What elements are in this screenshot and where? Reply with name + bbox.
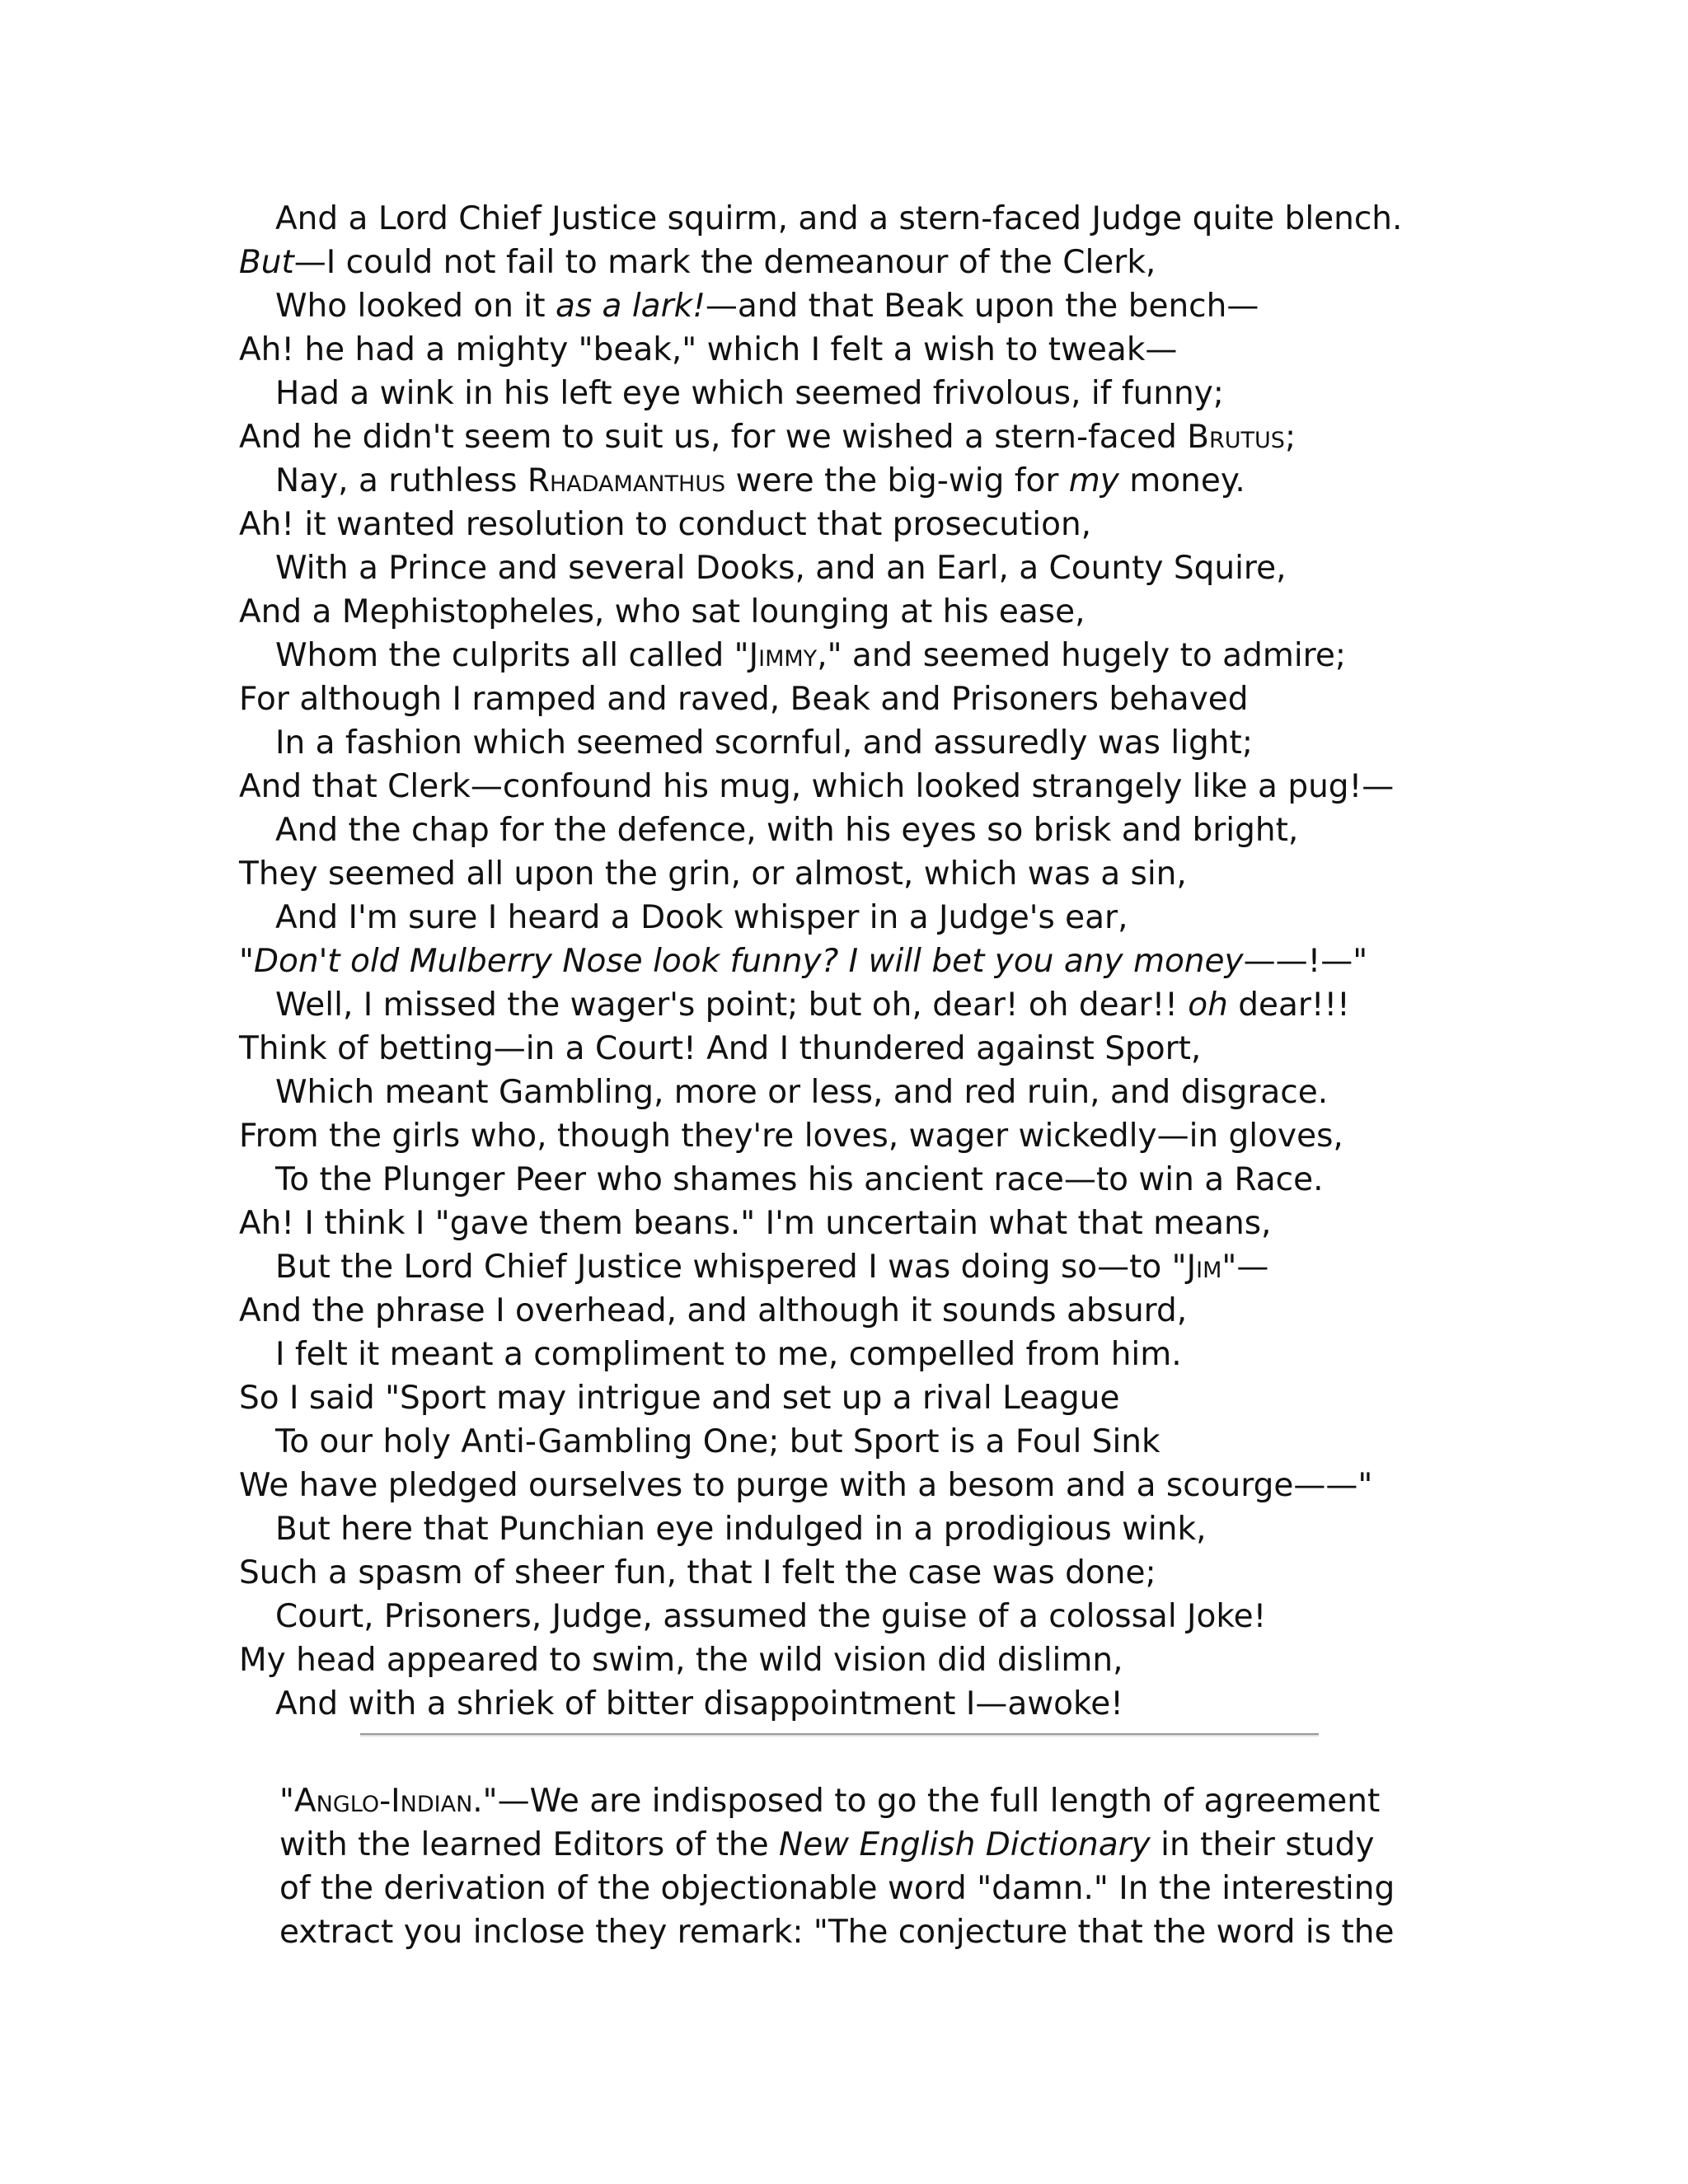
- small-caps-name: Rhadamanthus: [527, 462, 726, 499]
- text-run: Think of betting—in a Court! And I thundered against Sport,: [239, 1030, 1202, 1067]
- text-run: To our holy Anti-Gambling One; but Sport is a Foul Sink: [275, 1423, 1160, 1460]
- poem-line: [239, 1027, 1657, 1071]
- small-caps-name: Jimmy: [748, 637, 818, 674]
- text-run: were the big-wig for: [725, 462, 1069, 499]
- section-divider: [360, 1733, 1319, 1736]
- poem-line: [239, 983, 1657, 1027]
- small-caps-name: Jim: [1186, 1249, 1222, 1286]
- italic-text: oh: [1188, 987, 1228, 1024]
- note-line: [279, 1910, 1433, 1954]
- poem-line: [239, 284, 1657, 328]
- poem-line: [239, 808, 1657, 852]
- text-run: But here that Punchian eye indulged in a prodigious wink,: [275, 1511, 1207, 1548]
- small-caps-name: Anglo-Indian: [293, 1783, 473, 1820]
- poem-line: [239, 372, 1657, 415]
- poem-line: [239, 1333, 1657, 1376]
- poem-line: [239, 1158, 1657, 1202]
- text-run: And the chap for the defence, with his eyes so brisk and bright,: [275, 812, 1299, 849]
- poem-line: [239, 1682, 1657, 1726]
- text-run: Ah! he had a mighty "beak," which I felt a wish to tweak—: [239, 331, 1178, 368]
- text-run: And a Mephistopheles, who sat lounging at his ease,: [239, 593, 1085, 630]
- text-run: And that Clerk—confound his mug, which looked strangely like a pug!—: [239, 768, 1395, 805]
- text-run: Ah! I think I "gave them beans." I'm uncertain what that means,: [239, 1205, 1272, 1242]
- poem-line: [239, 765, 1657, 808]
- poem-line: [239, 940, 1657, 983]
- text-run: I felt it meant a compliment to me, compelled from him.: [275, 1336, 1182, 1373]
- text-run: Whom the culprits all called ": [275, 637, 749, 674]
- text-run: Such a spasm of sheer fun, that I felt the case was done;: [239, 1554, 1156, 1591]
- note-line: [279, 1823, 1433, 1867]
- text-run: "—: [1221, 1249, 1269, 1286]
- text-run: And the phrase I overhead, and although it sounds absurd,: [239, 1292, 1188, 1329]
- poem-line: [239, 459, 1657, 503]
- poem-line: [239, 1245, 1657, 1289]
- text-run: Who looked on it: [275, 288, 556, 325]
- poem-line: [239, 1507, 1657, 1551]
- italic-text: as a lark!: [555, 288, 706, 325]
- text-run: ——!—": [1243, 943, 1368, 980]
- italic-text: Don't old Mulberry Nose look funny? I will bet you any money: [253, 943, 1244, 980]
- poem-line: [239, 1551, 1657, 1595]
- poem-line: [239, 415, 1657, 459]
- poem-line: [239, 1376, 1657, 1420]
- text-run: And I'm sure I heard a Dook whisper in a Judge's ear,: [275, 899, 1128, 936]
- text-run: ."—We are indisposed to go the full length of agreement: [472, 1783, 1381, 1820]
- poem-line: [239, 721, 1657, 765]
- text-run: And a Lord Chief Justice squirm, and a stern-faced Judge quite blench.: [275, 200, 1403, 237]
- text-run: dear!!!: [1227, 987, 1350, 1024]
- note-line: [279, 1779, 1433, 1823]
- poem-line: [239, 677, 1657, 721]
- text-run: For although I ramped and raved, Beak and Prisoners behaved: [239, 681, 1249, 718]
- correspondent-note: [279, 1779, 1433, 1954]
- poem-verse: [239, 197, 1657, 1726]
- italic-text: But: [239, 244, 294, 281]
- text-run: ": [279, 1783, 294, 1820]
- text-run: Court, Prisoners, Judge, assumed the guise of a colossal Joke!: [275, 1598, 1267, 1635]
- italic-text: my: [1068, 462, 1119, 499]
- text-run: And he didn't seem to suit us, for we wished a stern-faced: [239, 419, 1188, 456]
- text-run: Well, I missed the wager's point; but oh, dear! oh dear!!: [275, 987, 1189, 1024]
- text-run: And with a shriek of bitter disappointment I—awoke!: [275, 1685, 1123, 1722]
- text-run: in their study: [1150, 1826, 1375, 1863]
- text-run: with the learned Editors of the: [279, 1826, 780, 1863]
- poem-line: [239, 328, 1657, 372]
- text-run: So I said "Sport may intrigue and set up a rival League: [239, 1380, 1120, 1417]
- text-run: To the Plunger Peer who shames his ancient race—to win a Race.: [275, 1161, 1324, 1198]
- poem-line: [239, 590, 1657, 634]
- text-run: Which meant Gambling, more or less, and red ruin, and disgrace.: [275, 1074, 1329, 1111]
- text-run: Ah! it wanted resolution to conduct that prosecution,: [239, 506, 1092, 543]
- poem-line: [239, 1202, 1657, 1245]
- text-run: We have pledged ourselves to purge with a besom and a scourge——": [239, 1467, 1373, 1504]
- poem-line: [239, 1638, 1657, 1682]
- poem-line: [239, 634, 1657, 677]
- text-run: With a Prince and several Dooks, and an Earl, a County Squire,: [275, 550, 1287, 587]
- poem-line: [239, 197, 1657, 241]
- poem-line: [239, 503, 1657, 546]
- poem-line: [239, 1595, 1657, 1638]
- text-run: In a fashion which seemed scornful, and assuredly was light;: [275, 724, 1253, 762]
- italic-text: New English Dictionary: [779, 1826, 1151, 1863]
- poem-line: [239, 1071, 1657, 1114]
- poem-line: [239, 1289, 1657, 1333]
- poem-line: [239, 852, 1657, 896]
- text-run: ," and seemed hugely to admire;: [817, 637, 1346, 674]
- text-run: money.: [1118, 462, 1245, 499]
- text-run: ;: [1284, 419, 1296, 456]
- note-line: [279, 1867, 1433, 1910]
- poem-line: [239, 1464, 1657, 1507]
- poem-line: [239, 1420, 1657, 1464]
- poem-line: [239, 241, 1657, 284]
- text-run: —I could not fail to mark the demeanour of the Clerk,: [293, 244, 1156, 281]
- text-run: From the girls who, though they're loves, wager wickedly—in gloves,: [239, 1118, 1343, 1155]
- poem-line: [239, 896, 1657, 940]
- text-run: My head appeared to swim, the wild vision did dislimn,: [239, 1642, 1123, 1679]
- text-run: —and that Beak upon the bench—: [705, 288, 1259, 325]
- text-run: But the Lord Chief Justice whispered I was doing so—to ": [275, 1249, 1187, 1286]
- small-caps-name: Brutus: [1187, 419, 1285, 456]
- poem-line: [239, 546, 1657, 590]
- text-run: They seemed all upon the grin, or almost, which was a sin,: [239, 855, 1187, 893]
- poem-line: [239, 1114, 1657, 1158]
- text-run: Nay, a ruthless: [275, 462, 528, 499]
- text-run: ": [239, 943, 254, 980]
- text-run: extract you inclose they remark: "The conjecture that the word is the: [279, 1914, 1395, 1951]
- text-run: of the derivation of the objectionable word "damn." In the interesting: [279, 1870, 1395, 1907]
- text-run: Had a wink in his left eye which seemed frivolous, if funny;: [275, 375, 1224, 412]
